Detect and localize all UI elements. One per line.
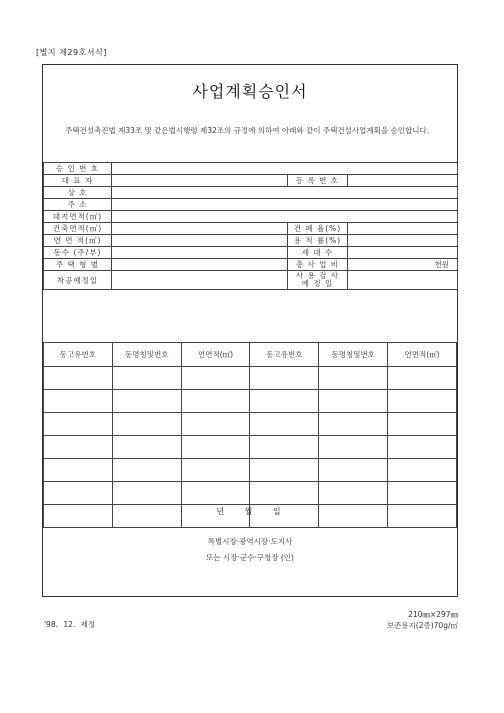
value-coverage-ratio[interactable] xyxy=(348,223,458,235)
lots-cell[interactable] xyxy=(112,436,181,459)
lots-cell[interactable] xyxy=(44,413,113,436)
issue-date-line: 년 월 일 xyxy=(216,507,284,516)
value-representative[interactable] xyxy=(112,175,288,187)
lots-cell[interactable] xyxy=(112,482,181,505)
label-floor-area-ratio: 용 적 률(%) xyxy=(288,235,348,247)
lots-cell[interactable] xyxy=(319,390,388,413)
lots-cell[interactable] xyxy=(319,367,388,390)
lots-header-cell: 연면적(㎡) xyxy=(388,343,457,367)
form-number-label: [별지 제29호서식] xyxy=(36,48,107,57)
lots-header-cell: 동명칭및번호 xyxy=(319,343,388,367)
lots-row xyxy=(44,482,457,505)
lots-cell[interactable] xyxy=(181,390,250,413)
intro-text: 주택건설촉진법 제33조 및 같은법시행령 제32조의 규정에 의하여 아래와 같이 주택건설사업계획을 승인합니다. xyxy=(65,126,430,135)
label-registration-no: 등 록 번 호 xyxy=(288,175,348,187)
value-land-area[interactable] xyxy=(112,211,458,223)
lots-cell[interactable] xyxy=(250,482,319,505)
lots-header-cell: 연면적(㎡) xyxy=(181,343,250,367)
lots-cell[interactable] xyxy=(388,482,457,505)
value-floor-area[interactable] xyxy=(112,235,288,247)
row-trade-name xyxy=(44,187,458,199)
row-building-count xyxy=(44,247,458,259)
label-representative: 대 표 자 xyxy=(44,175,112,187)
label-inspection-date-line2: 예 정 일 xyxy=(301,279,334,288)
issuer-line-1: 특별시장·광역시장·도지사 xyxy=(207,537,293,546)
lots-cell[interactable] xyxy=(112,390,181,413)
label-total-cost: 총 사 업 비 xyxy=(288,259,348,271)
form-title: 사업계획승인서 xyxy=(192,82,308,101)
paper-type-note: 보존용지(2종)70g/㎡ xyxy=(386,621,458,630)
lots-row xyxy=(44,413,457,436)
row-address xyxy=(44,199,458,211)
label-building-area: 건축면적(㎡) xyxy=(44,223,112,235)
label-start-date: 착공예정일 xyxy=(44,271,112,290)
lots-cell[interactable] xyxy=(319,459,388,482)
row-floor-area xyxy=(44,235,458,247)
lots-cell[interactable] xyxy=(44,367,113,390)
issuer-line-2: 또는 시장·군수·구청장 (인) xyxy=(206,553,294,562)
lots-cell[interactable] xyxy=(388,390,457,413)
label-housing-type: 주 택 형 별 xyxy=(44,259,112,271)
lots-cell[interactable] xyxy=(112,367,181,390)
value-housing-type[interactable] xyxy=(112,259,288,271)
label-approval-no: 승 인 번 호 xyxy=(44,163,112,175)
paper-size-note: 210㎜×297㎜ xyxy=(408,610,458,619)
row-dates xyxy=(44,271,458,290)
value-trade-name[interactable] xyxy=(112,187,458,199)
label-floor-area: 연 면 적(㎡) xyxy=(44,235,112,247)
lots-cell[interactable] xyxy=(181,367,250,390)
value-address[interactable] xyxy=(112,199,458,211)
label-trade-name: 상 호 xyxy=(44,187,112,199)
value-total-cost-unit: 천원 xyxy=(348,259,458,271)
value-floor-area-ratio[interactable] xyxy=(348,235,458,247)
lots-header-cell: 동고유번호 xyxy=(250,343,319,367)
lots-cell[interactable] xyxy=(181,482,250,505)
lots-cell[interactable] xyxy=(44,436,113,459)
lots-cell[interactable] xyxy=(388,367,457,390)
lots-cell[interactable] xyxy=(388,413,457,436)
lots-cell[interactable] xyxy=(250,367,319,390)
lots-cell[interactable] xyxy=(112,459,181,482)
value-building-area[interactable] xyxy=(112,223,288,235)
lots-header-row xyxy=(44,343,457,367)
label-inspection-date xyxy=(288,271,348,290)
approval-info-table xyxy=(43,162,458,290)
lots-cell[interactable] xyxy=(181,436,250,459)
lots-cell[interactable] xyxy=(319,436,388,459)
lots-cell[interactable] xyxy=(44,482,113,505)
lots-row xyxy=(44,390,457,413)
label-inspection-date-line1: 사 용 검 사 xyxy=(295,271,340,280)
label-land-area: 대지면적(㎡) xyxy=(44,211,112,223)
label-coverage-ratio: 건 폐 율(%) xyxy=(288,223,348,235)
lots-header-cell: 동명칭및번호 xyxy=(112,343,181,367)
value-households[interactable] xyxy=(348,247,458,259)
row-approval-no xyxy=(44,163,458,175)
lots-cell[interactable] xyxy=(112,413,181,436)
lots-cell[interactable] xyxy=(250,459,319,482)
row-representative xyxy=(44,175,458,187)
label-address: 주 소 xyxy=(44,199,112,211)
enactment-note: '98. 12. 제정 xyxy=(44,620,96,629)
building-lots-table xyxy=(43,342,457,528)
lots-cell[interactable] xyxy=(250,390,319,413)
row-housing-type xyxy=(44,259,458,271)
lots-cell[interactable] xyxy=(181,459,250,482)
value-building-count[interactable] xyxy=(112,247,288,259)
lots-row xyxy=(44,459,457,482)
value-start-date[interactable] xyxy=(112,271,288,290)
lots-row xyxy=(44,367,457,390)
lots-cell[interactable] xyxy=(250,436,319,459)
form-frame xyxy=(42,64,458,597)
lots-cell[interactable] xyxy=(319,482,388,505)
label-building-count: 동수 (주/부) xyxy=(44,247,112,259)
lots-cell[interactable] xyxy=(250,413,319,436)
value-inspection-date[interactable] xyxy=(348,271,458,290)
label-households: 세 대 수 xyxy=(288,247,348,259)
lots-row xyxy=(44,436,457,459)
lots-cell[interactable] xyxy=(388,436,457,459)
lots-cell[interactable] xyxy=(44,390,113,413)
lots-header-cell: 동고유번호 xyxy=(44,343,113,367)
lots-cell[interactable] xyxy=(181,413,250,436)
lots-cell[interactable] xyxy=(44,459,113,482)
lots-cell[interactable] xyxy=(388,459,457,482)
row-land-area xyxy=(44,211,458,223)
lots-cell[interactable] xyxy=(319,413,388,436)
value-approval-no[interactable] xyxy=(112,163,458,175)
row-building-area xyxy=(44,223,458,235)
value-registration-no[interactable] xyxy=(348,175,458,187)
